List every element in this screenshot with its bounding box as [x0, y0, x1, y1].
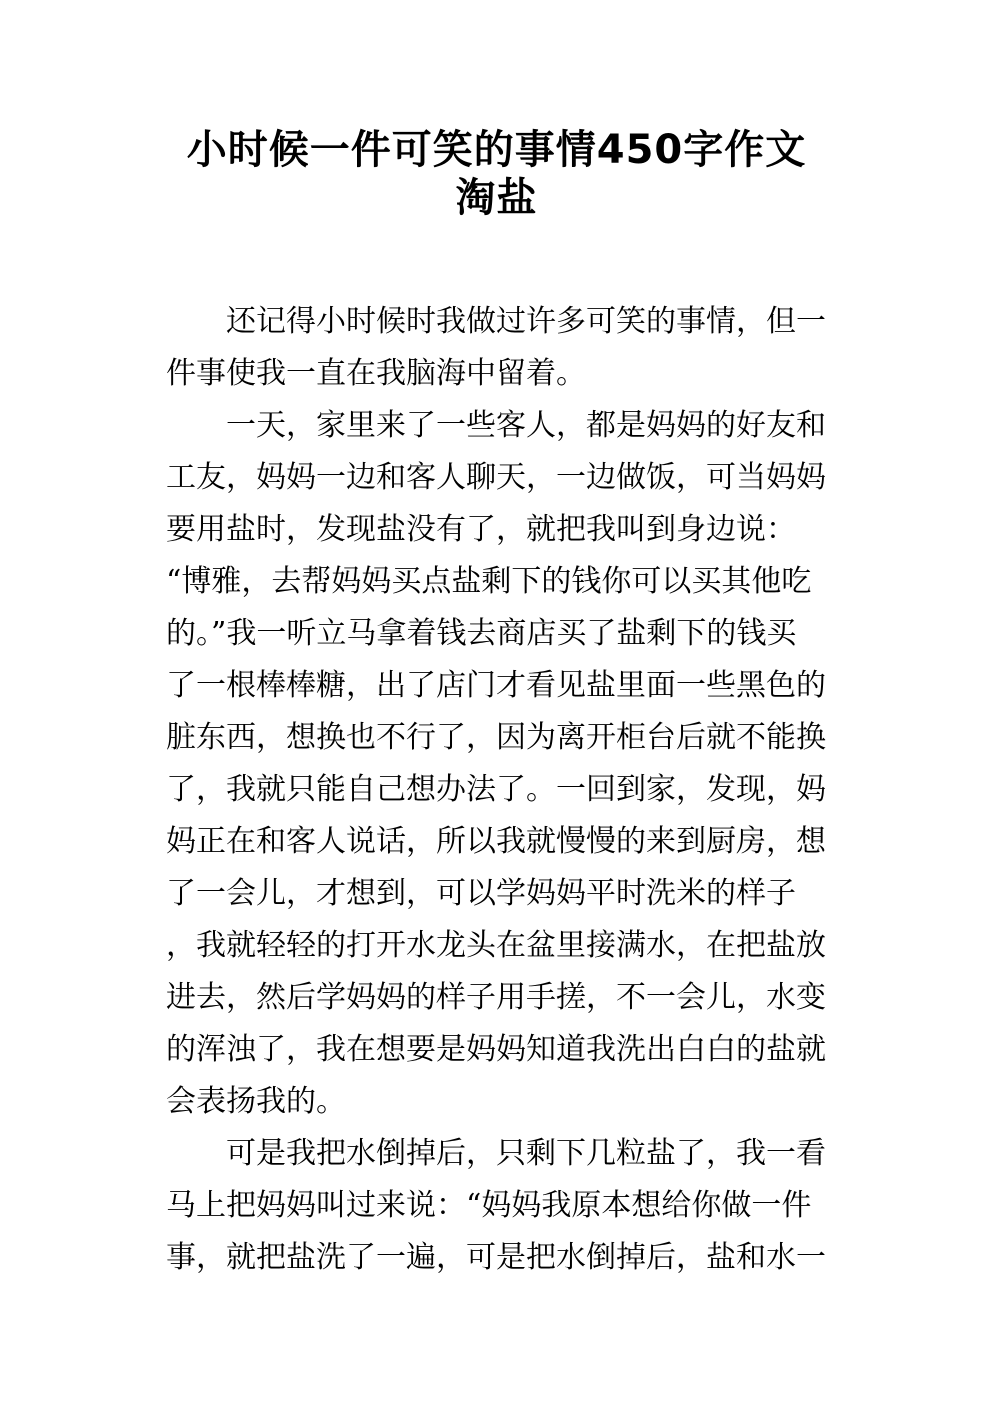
document-title-line-2: 淘盐	[455, 175, 538, 221]
paragraph-2-line-13: 的浑浊了，我在想要是妈妈知道我洗出白白的盐就	[166, 1032, 826, 1067]
paragraph-3-line-1: 可是我把水倒掉后，只剩下几粒盐了，我一看	[226, 1136, 826, 1171]
paragraph-2-line-6: 了一根棒棒糖，出了店门才看见盐里面一些黑色的	[166, 668, 826, 703]
paragraph-2-line-7: 脏东西，想换也不行了，因为离开柜台后就不能换	[166, 720, 826, 755]
paragraph-3-line-3: 事，就把盐洗了一遍，可是把水倒掉后，盐和水一	[166, 1240, 826, 1275]
paragraph-2-line-1: 一天，家里来了一些客人，都是妈妈的好友和	[226, 408, 826, 443]
paragraph-2-line-12: 进去，然后学妈妈的样子用手搓，不一会儿，水变	[166, 980, 826, 1015]
paragraph-2-line-3: 要用盐时，发现盐没有了，就把我叫到身边说：	[166, 512, 796, 547]
paragraph-2-line-8: 了，我就只能自己想办法了。一回到家，发现，妈	[166, 772, 826, 807]
paragraph-2-line-2: 工友，妈妈一边和客人聊天，一边做饭，可当妈妈	[166, 460, 826, 495]
paragraph-2-line-5: 的。”我一听立马拿着钱去商店买了盐剩下的钱买	[166, 616, 797, 651]
paragraph-1-line-2: 件事使我一直在我脑海中留着。	[166, 356, 586, 391]
paragraph-1-line-1: 还记得小时候时我做过许多可笑的事情，但一	[226, 304, 826, 339]
paragraph-2-line-9: 妈正在和客人说话，所以我就慢慢的来到厨房，想	[166, 824, 826, 859]
paragraph-2-line-14: 会表扬我的。	[166, 1084, 346, 1119]
document-title-line-1: 小时候一件可笑的事情450字作文	[186, 127, 807, 173]
paragraph-3-line-2: 马上把妈妈叫过来说：“妈妈我原本想给你做一件	[166, 1188, 812, 1223]
paragraph-2-line-10: 了一会儿，才想到，可以学妈妈平时洗米的样子	[166, 876, 796, 911]
paragraph-2-line-11: ，我就轻轻的打开水龙头在盆里接满水，在把盐放	[166, 928, 826, 963]
paragraph-2-line-4: “博雅，去帮妈妈买点盐剩下的钱你可以买其他吃	[166, 564, 812, 599]
